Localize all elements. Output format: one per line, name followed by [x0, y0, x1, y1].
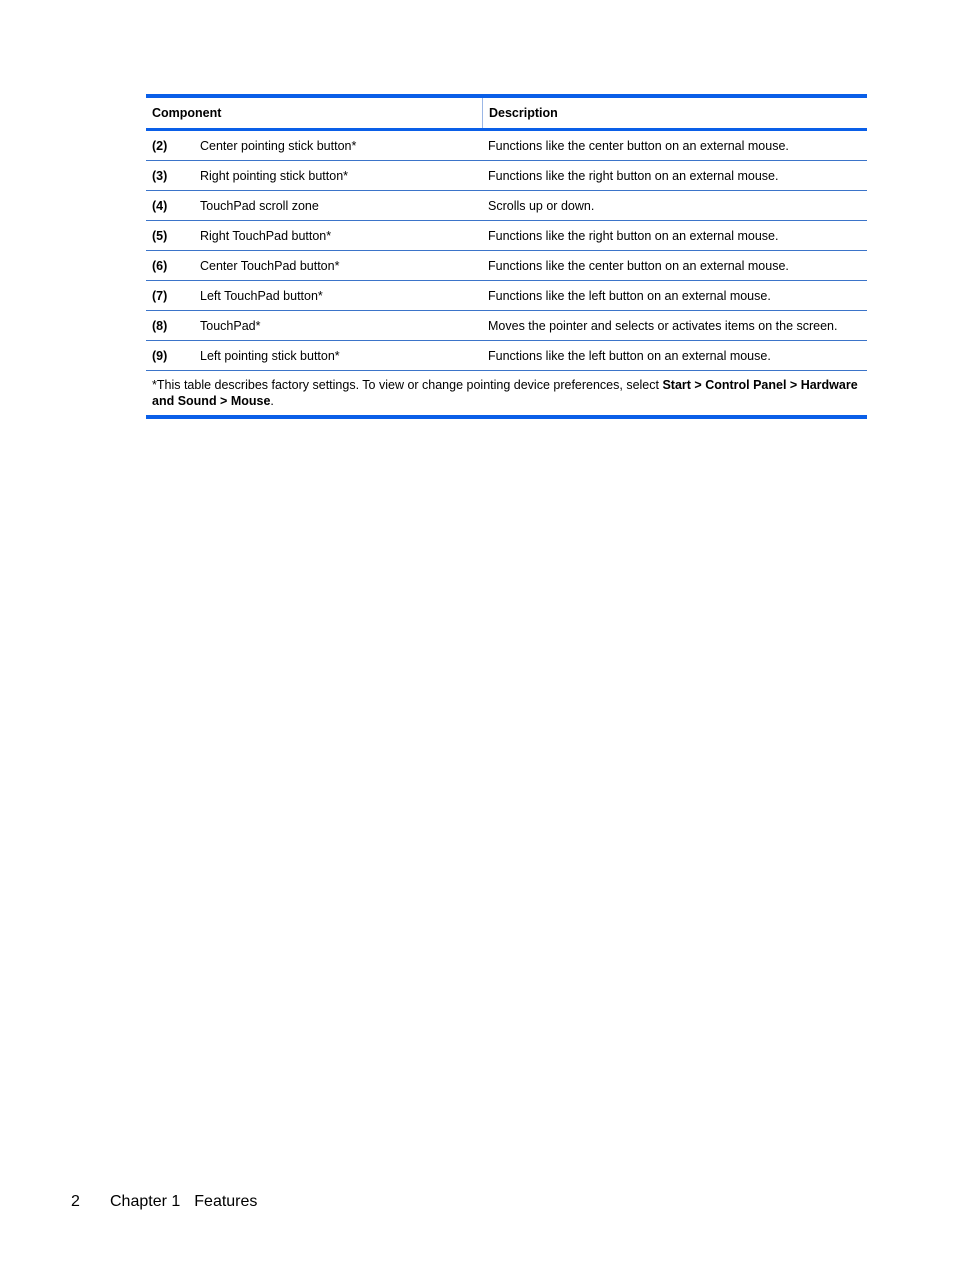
row-description: Functions like the center button on an external mouse.: [488, 138, 789, 153]
row-number: (9): [152, 348, 168, 363]
table-footnote: [146, 371, 867, 415]
table-row: [146, 161, 867, 191]
row-component: Center TouchPad button*: [200, 258, 340, 273]
row-number: (4): [152, 198, 168, 213]
table-row: [146, 131, 867, 161]
chapter-label: Chapter 1: [110, 1193, 181, 1210]
page-number: 2: [71, 1193, 80, 1210]
table-bottom-rule: [146, 415, 867, 419]
row-description: Functions like the right button on an external mouse.: [488, 168, 779, 183]
header-component: Component: [152, 106, 222, 120]
table-row: [146, 251, 867, 281]
table-row: [146, 341, 867, 371]
row-number: (2): [152, 138, 168, 153]
row-description: Functions like the left button on an external mouse.: [488, 288, 771, 303]
row-component: Right TouchPad button*: [200, 228, 332, 243]
table-row: [146, 311, 867, 341]
table-row: [146, 281, 867, 311]
chapter-title: Features: [194, 1193, 258, 1210]
footnote-path: Start > Control Panel > Hardware and Sound > Mouse: [152, 378, 858, 408]
row-description: Scrolls up or down.: [488, 198, 595, 213]
row-number: (3): [152, 168, 168, 183]
row-description: Functions like the center button on an external mouse.: [488, 258, 789, 273]
table-row: [146, 221, 867, 251]
row-description: Moves the pointer and selects or activates items on the screen.: [488, 318, 838, 333]
row-component: Right pointing stick button*: [200, 168, 349, 183]
row-number: (8): [152, 318, 168, 333]
row-number: (5): [152, 228, 168, 243]
row-description: Functions like the left button on an external mouse.: [488, 348, 771, 363]
component-table: [146, 94, 867, 419]
row-component: Left pointing stick button*: [200, 348, 340, 363]
row-component: TouchPad scroll zone: [200, 198, 319, 213]
table-header-row: [146, 98, 867, 128]
row-component: Left TouchPad button*: [200, 288, 323, 303]
footnote-end: .: [270, 394, 274, 408]
row-number: (7): [152, 288, 168, 303]
table-row: [146, 191, 867, 221]
row-description: Functions like the right button on an external mouse.: [488, 228, 779, 243]
page-footer: [71, 1193, 257, 1211]
row-component: TouchPad*: [200, 318, 261, 333]
header-description: Description: [489, 106, 558, 120]
row-component: Center pointing stick button*: [200, 138, 357, 153]
footnote-text: *This table describes factory settings. To view or change pointing device preferences, select: [152, 378, 663, 392]
row-number: (6): [152, 258, 168, 273]
